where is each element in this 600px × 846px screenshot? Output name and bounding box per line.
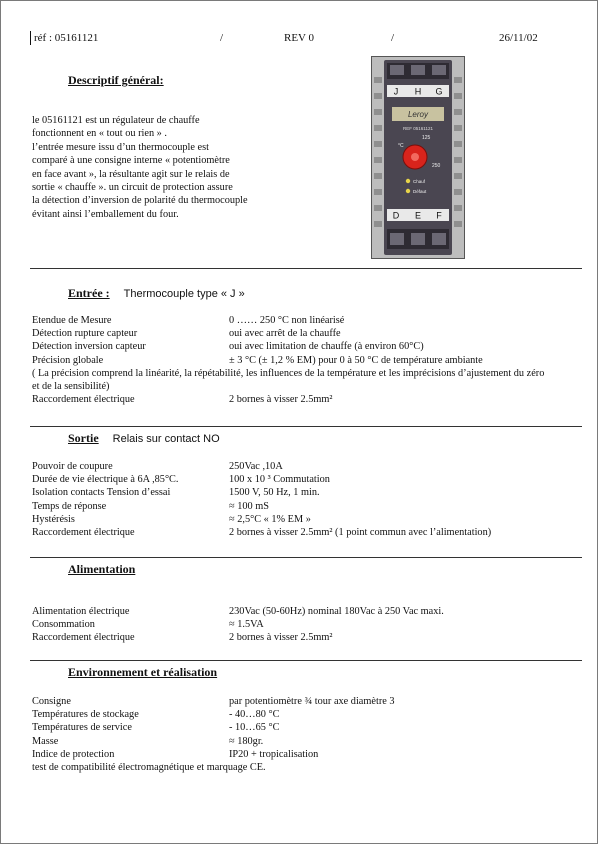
spec-row bbox=[32, 486, 592, 499]
header-sep-2: / bbox=[391, 32, 395, 44]
spec-key: Températures de stockage bbox=[32, 709, 139, 721]
spec-key: Raccordement électrique bbox=[32, 394, 135, 406]
spec-value: ≈ 100 mS bbox=[229, 500, 269, 512]
spec-row bbox=[32, 513, 592, 526]
terminal-label-d: D bbox=[392, 210, 400, 221]
model-label: REF 05161121 bbox=[403, 126, 433, 131]
spec-value: ≈ 1.5VA bbox=[229, 619, 264, 631]
entree-title: Entrée : bbox=[68, 286, 110, 300]
description-line: comparé à une consigne interne « potentiomètre bbox=[32, 155, 230, 167]
spec-key: Consigne bbox=[32, 696, 71, 707]
spec-row bbox=[32, 500, 592, 513]
section-divider bbox=[30, 557, 582, 558]
terminal-label-e: E bbox=[414, 210, 422, 221]
environnement-heading bbox=[68, 665, 217, 680]
spec-key: Détection inversion capteur bbox=[32, 341, 146, 353]
spec-row bbox=[32, 735, 592, 748]
spec-value: oui avec arrêt de la chauffe bbox=[229, 328, 341, 340]
sortie-specs bbox=[32, 460, 592, 539]
section-divider bbox=[30, 426, 582, 427]
spec-row bbox=[32, 526, 592, 539]
spec-row bbox=[32, 695, 592, 708]
header-revision: REV 0 bbox=[284, 32, 315, 44]
spec-value: 100 x 10 ³ Commutation bbox=[229, 474, 330, 486]
spec-value: ≈ 180gr. bbox=[229, 735, 264, 747]
compliance-note: test de compatibilité électromagnétique et marquage CE. bbox=[32, 762, 266, 774]
spec-row bbox=[32, 473, 592, 486]
scale-mark: 125 bbox=[422, 135, 431, 141]
spec-row bbox=[32, 605, 592, 618]
header-date: 26/11/02 bbox=[499, 32, 538, 44]
spec-value: IP20 + tropicalisation bbox=[229, 748, 319, 760]
alimentation-specs bbox=[32, 605, 592, 645]
spec-key: Pouvoir de coupure bbox=[32, 461, 113, 472]
spec-value: 230Vac (50-60Hz) nominal 180Vac à 250 Vac maxi. bbox=[229, 606, 444, 617]
spec-row bbox=[32, 631, 592, 644]
section-divider bbox=[30, 268, 582, 269]
alimentation-heading bbox=[68, 562, 135, 577]
device-illustration bbox=[372, 57, 464, 258]
description-line: l’entrée mesure issu d’un thermocouple est bbox=[32, 141, 209, 153]
spec-key: Précision globale bbox=[32, 354, 104, 366]
spec-key: Isolation contacts Tension d’essai bbox=[32, 487, 171, 499]
header-sep-1: / bbox=[220, 32, 224, 44]
led-label: Défaut bbox=[413, 189, 427, 194]
spec-row bbox=[32, 721, 592, 734]
description-line: le 05161121 est un régulateur de chauffe bbox=[32, 115, 200, 126]
spec-row bbox=[32, 314, 592, 327]
spec-value: - 10…65 °C bbox=[229, 722, 280, 734]
environnement-title: Environnement et réalisation bbox=[68, 665, 218, 679]
spec-value: - 40…80 °C bbox=[229, 709, 280, 721]
spec-value: 2 bornes à visser 2.5mm² bbox=[229, 632, 333, 644]
spec-value: 2 bornes à visser 2.5mm² bbox=[229, 394, 333, 406]
description-line: sortie « chauffe ». un circuit de protection assure bbox=[32, 182, 233, 194]
description-line: la détection d’inversion de polarité du thermocouple bbox=[32, 195, 248, 207]
spec-key: Durée de vie électrique à 6A ,85°C. bbox=[32, 474, 179, 486]
spec-key: Consommation bbox=[32, 619, 95, 631]
section-divider bbox=[30, 660, 582, 661]
spec-value: 2 bornes à visser 2.5mm² (1 point commun avec l’alimentation) bbox=[229, 527, 492, 539]
description-line: évitant ainsi l’emballement du four. bbox=[32, 208, 179, 220]
spec-row bbox=[32, 354, 592, 367]
spec-key: Raccordement électrique bbox=[32, 527, 135, 539]
led-indicator bbox=[406, 189, 410, 193]
spec-value: ± 3 °C (± 1,2 % EM) pour 0 à 50 °C de température ambiante bbox=[229, 354, 483, 366]
terminal-label-j: J bbox=[393, 86, 399, 97]
device-photo bbox=[371, 56, 465, 259]
header-ref: réf : 05161121 bbox=[34, 32, 99, 44]
terminal-label-f: F bbox=[436, 210, 442, 221]
spec-row bbox=[32, 327, 592, 340]
spec-key: Masse bbox=[32, 735, 59, 747]
spec-value: 0 …… 250 °C non linéarisé bbox=[229, 315, 345, 326]
terminal-label-g: G bbox=[435, 86, 443, 97]
spec-value: oui avec limitation de chauffe (à environ 60°C) bbox=[229, 341, 424, 353]
spec-value: par potentiomètre ¾ tour axe diamètre 3 bbox=[229, 696, 395, 707]
sortie-heading bbox=[68, 431, 220, 446]
spec-key: Détection rupture capteur bbox=[32, 328, 138, 340]
scale-mark: °C bbox=[398, 143, 404, 149]
spec-key: Temps de réponse bbox=[32, 500, 107, 512]
environnement-specs bbox=[32, 695, 592, 774]
scale-mark: 250 bbox=[432, 163, 441, 169]
description-line: en face avant », la résultante agit sur le relais de bbox=[32, 168, 230, 180]
brand-label: Leroy bbox=[407, 110, 429, 119]
spec-key: Etendue de Mesure bbox=[32, 315, 112, 326]
entree-heading bbox=[68, 286, 245, 301]
led-indicator bbox=[406, 179, 410, 183]
description-body bbox=[32, 114, 352, 221]
terminal-label-h: H bbox=[414, 86, 422, 97]
entree-subtitle: Thermocouple type « J » bbox=[123, 288, 245, 300]
sortie-title: Sortie bbox=[68, 431, 99, 445]
spec-key: Indice de protection bbox=[32, 748, 115, 760]
spec-key: Alimentation électrique bbox=[32, 606, 130, 617]
spec-key: Raccordement électrique bbox=[32, 632, 135, 644]
spec-row bbox=[32, 708, 592, 721]
spec-row bbox=[32, 340, 592, 353]
led-label: Chauf bbox=[413, 179, 426, 184]
description-line: fonctionnent en « tout ou rien » . bbox=[32, 128, 167, 140]
spec-row bbox=[32, 393, 592, 406]
spec-key: Hystérésis bbox=[32, 513, 75, 525]
spec-row bbox=[32, 748, 592, 761]
spec-row bbox=[32, 618, 592, 631]
sortie-subtitle: Relais sur contact NO bbox=[112, 433, 220, 445]
precision-note: ( La précision comprend la linéarité, la répétabilité, les influences de la température et les imprécisions d’ajustement du zéro et de la sensibilité) bbox=[32, 367, 545, 393]
spec-row bbox=[32, 460, 592, 473]
header-bar bbox=[30, 31, 31, 45]
spec-key: Températures de service bbox=[32, 722, 132, 734]
description-title: Descriptif général: bbox=[68, 73, 164, 87]
alimentation-title: Alimentation bbox=[68, 562, 136, 576]
entree-specs bbox=[32, 314, 592, 406]
spec-value: 1500 V, 50 Hz, 1 min. bbox=[229, 487, 320, 499]
spec-value: ≈ 2,5°C « 1% EM » bbox=[229, 513, 311, 525]
spec-value: 250Vac ,10A bbox=[229, 461, 283, 472]
